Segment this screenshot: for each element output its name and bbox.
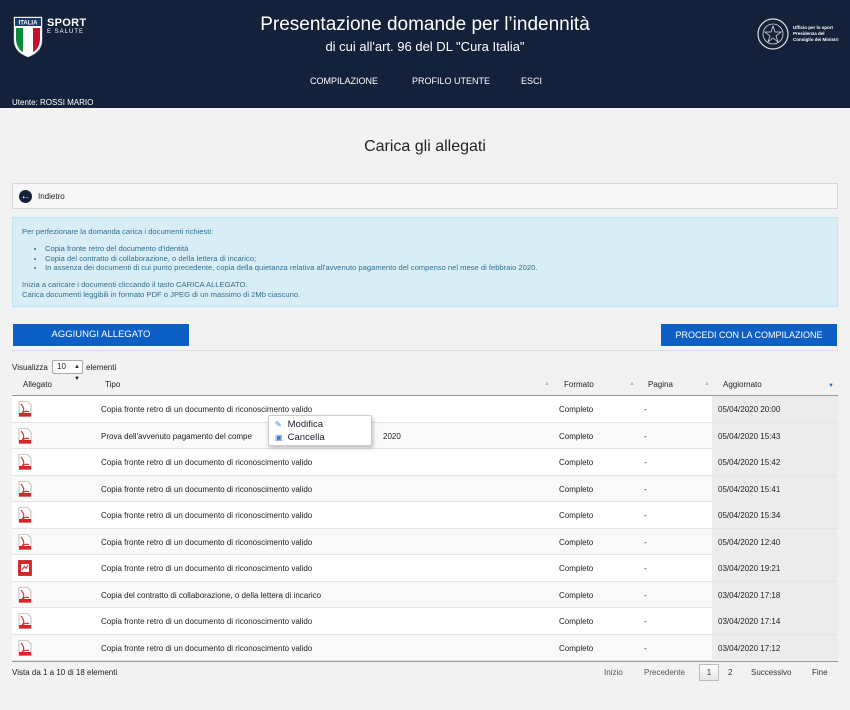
cell-pagina: -: [644, 590, 647, 600]
cell-aggiornato: 05/04/2020 15:42: [712, 449, 838, 475]
pagination-next[interactable]: Successivo: [751, 668, 792, 677]
cell-aggiornato: 05/04/2020 15:43: [712, 423, 838, 449]
cell-pagina: -: [644, 484, 647, 494]
pagination-previous[interactable]: Precedente: [644, 668, 685, 677]
page-header-subtitle: di cui all'art. 96 del DL "Cura Italia": [325, 39, 525, 54]
cell-pagina: -: [644, 564, 647, 573]
column-aggiornato[interactable]: Aggiornato: [723, 380, 762, 389]
page-length-label: Visualizza: [12, 363, 48, 372]
edit-menu-item[interactable]: [275, 419, 323, 430]
column-tipo[interactable]: Tipo: [105, 380, 121, 389]
info-list-item: • In assenza dei documenti di cui punto precedente, copia della quietanza relativa all'avvenuto pagamento del compenso nel mese di febbraio 2020.: [45, 263, 537, 273]
logo-title: SPORT: [47, 17, 87, 29]
column-formato[interactable]: Formato: [564, 380, 594, 389]
cell-pagina: -: [644, 617, 647, 626]
cell-tipo: Copia fronte retro di un documento di riconoscimento valido: [101, 564, 313, 573]
table-row[interactable]: [12, 635, 838, 662]
pagination-first[interactable]: Inizio: [604, 668, 623, 677]
edit-icon: ✎: [275, 420, 282, 429]
table-row[interactable]: [12, 423, 838, 450]
sort-desc-icon[interactable]: ▼: [828, 383, 834, 389]
add-attachment-button[interactable]: AGGIUNGI ALLEGATO: [13, 324, 189, 346]
cell-aggiornato: 03/04/2020 17:14: [712, 608, 838, 634]
cell-tipo: Copia fronte retro di un documento di riconoscimento valido: [101, 537, 313, 547]
cell-formato: Completo: [559, 431, 594, 441]
edit-label: Modifica: [287, 419, 324, 430]
cell-pagina: -: [644, 405, 647, 414]
cell-aggiornato: 03/04/2020 19:21: [712, 555, 838, 581]
row-context-menu: [268, 415, 372, 446]
delete-label: Cancella: [287, 432, 325, 443]
pagination-page-2[interactable]: 2: [728, 668, 733, 677]
page-title: Carica gli allegati: [364, 138, 486, 155]
table-row[interactable]: [12, 555, 838, 582]
cell-formato: Completo: [559, 458, 594, 467]
logo-subtitle: E SALUTE: [47, 29, 85, 35]
table-row[interactable]: [12, 449, 838, 476]
cell-tipo: Copia fronte retro di un documento di riconoscimento valido: [101, 458, 313, 467]
cell-pagina: -: [644, 431, 647, 441]
cell-aggiornato: 05/04/2020 15:34: [712, 502, 838, 528]
cell-aggiornato: 05/04/2020 20:00: [712, 396, 838, 422]
info-list-item: • Copia fronte retro del documento d'identità: [45, 244, 537, 254]
arrow-left-icon: ←: [20, 191, 31, 202]
proceed-button[interactable]: PROCEDI CON LA COMPILAZIONE: [661, 324, 837, 346]
cell-formato: Completo: [559, 405, 594, 414]
sort-icon[interactable]: ▲: [704, 381, 710, 387]
info-intro: Per perfezionare la domanda carica i documenti richiesti:: [22, 227, 214, 236]
table-bottom-border: [12, 661, 838, 662]
divider: [12, 350, 838, 351]
cell-formato: Completo: [559, 484, 594, 494]
info-list: [45, 244, 537, 273]
cell-formato: Completo: [559, 511, 594, 520]
cell-pagina: -: [644, 537, 647, 547]
header: [0, 0, 850, 108]
info-alert: [12, 217, 838, 307]
cell-aggiornato: 05/04/2020 15:41: [712, 476, 838, 502]
cell-tipo: Copia fronte retro di un documento di riconoscimento valido: [101, 484, 313, 494]
cell-tipo: Copia fronte retro di un documento di riconoscimento valido: [101, 617, 313, 626]
cell-formato: Completo: [559, 537, 594, 547]
cell-tipo-tail: 2020: [383, 431, 401, 441]
back-button[interactable]: [12, 183, 838, 209]
cell-aggiornato: 03/04/2020 17:18: [712, 582, 838, 608]
sort-icon[interactable]: ▲: [544, 381, 550, 387]
table-header: [12, 376, 838, 396]
cell-aggiornato: 03/04/2020 17:12: [712, 635, 838, 661]
pagination-page-current[interactable]: 1: [699, 664, 719, 681]
page-length-suffix: elementi: [86, 363, 117, 372]
government-seal-icon: [756, 16, 790, 52]
seal-caption: Ufficio per lo sport Presidenza del Consiglio dei Ministri: [793, 25, 839, 42]
column-pagina[interactable]: Pagina: [648, 380, 673, 389]
cell-formato: Completo: [559, 590, 594, 600]
table-row[interactable]: [12, 608, 838, 635]
table-row[interactable]: [12, 396, 838, 423]
column-allegato[interactable]: Allegato: [23, 380, 52, 389]
cell-tipo: Copia del contratto di collaborazione, o della lettera di incarico: [101, 590, 322, 600]
back-label: Indietro: [38, 192, 65, 201]
table-row[interactable]: [12, 502, 838, 529]
cell-formato: Completo: [559, 643, 594, 653]
pagination-last[interactable]: Fine: [812, 668, 828, 677]
trash-icon: ▣: [275, 433, 283, 442]
cell-pagina: -: [644, 511, 647, 520]
current-user-label: Utente: ROSSI MARIO: [12, 98, 94, 107]
cell-pagina: -: [644, 643, 647, 653]
table-row[interactable]: [12, 529, 838, 556]
info-list-item: • Copia del contratto di collaborazione, o della lettera di incarico;: [45, 254, 537, 264]
cell-tipo: Copia fronte retro di un documento di riconoscimento valido: [101, 643, 313, 653]
info-note: Inizia a caricare i documenti cliccando il tasto CARICA ALLEGATO. Carica documenti leggibili in formato PDF o JPEG di un massimo di 2Mb ciascuno.: [22, 280, 301, 299]
cell-tipo: Copia fronte retro di un documento di riconoscimento valido: [101, 511, 313, 520]
page-length-select[interactable]: 10 ▲ ▼: [52, 360, 83, 374]
cell-tipo: Prova dell'avvenuto pagamento del compe: [101, 431, 252, 441]
page-header-title: Presentazione domande per l’indennità: [260, 14, 590, 35]
delete-menu-item[interactable]: [275, 432, 325, 443]
cell-pagina: -: [644, 458, 647, 467]
nav-compilazione[interactable]: COMPILAZIONE: [310, 76, 379, 86]
nav-profilo-utente[interactable]: PROFILO UTENTE: [412, 76, 491, 86]
cell-formato: Completo: [559, 617, 594, 626]
sort-icon[interactable]: ▲: [629, 381, 635, 387]
nav-esci[interactable]: ESCI: [521, 76, 543, 86]
cell-aggiornato: 05/04/2020 12:40: [712, 529, 838, 555]
cell-formato: Completo: [559, 564, 594, 573]
table-row[interactable]: [12, 476, 838, 503]
table-info: Vista da 1 a 10 di 18 elementi: [12, 668, 118, 677]
logo-badge-text: ITALIA: [18, 20, 38, 27]
cell-tipo: Copia fronte retro di un documento di riconoscimento valido: [101, 405, 313, 414]
select-arrows-icon: ▲ ▼: [74, 364, 80, 382]
table-row[interactable]: [12, 582, 838, 609]
